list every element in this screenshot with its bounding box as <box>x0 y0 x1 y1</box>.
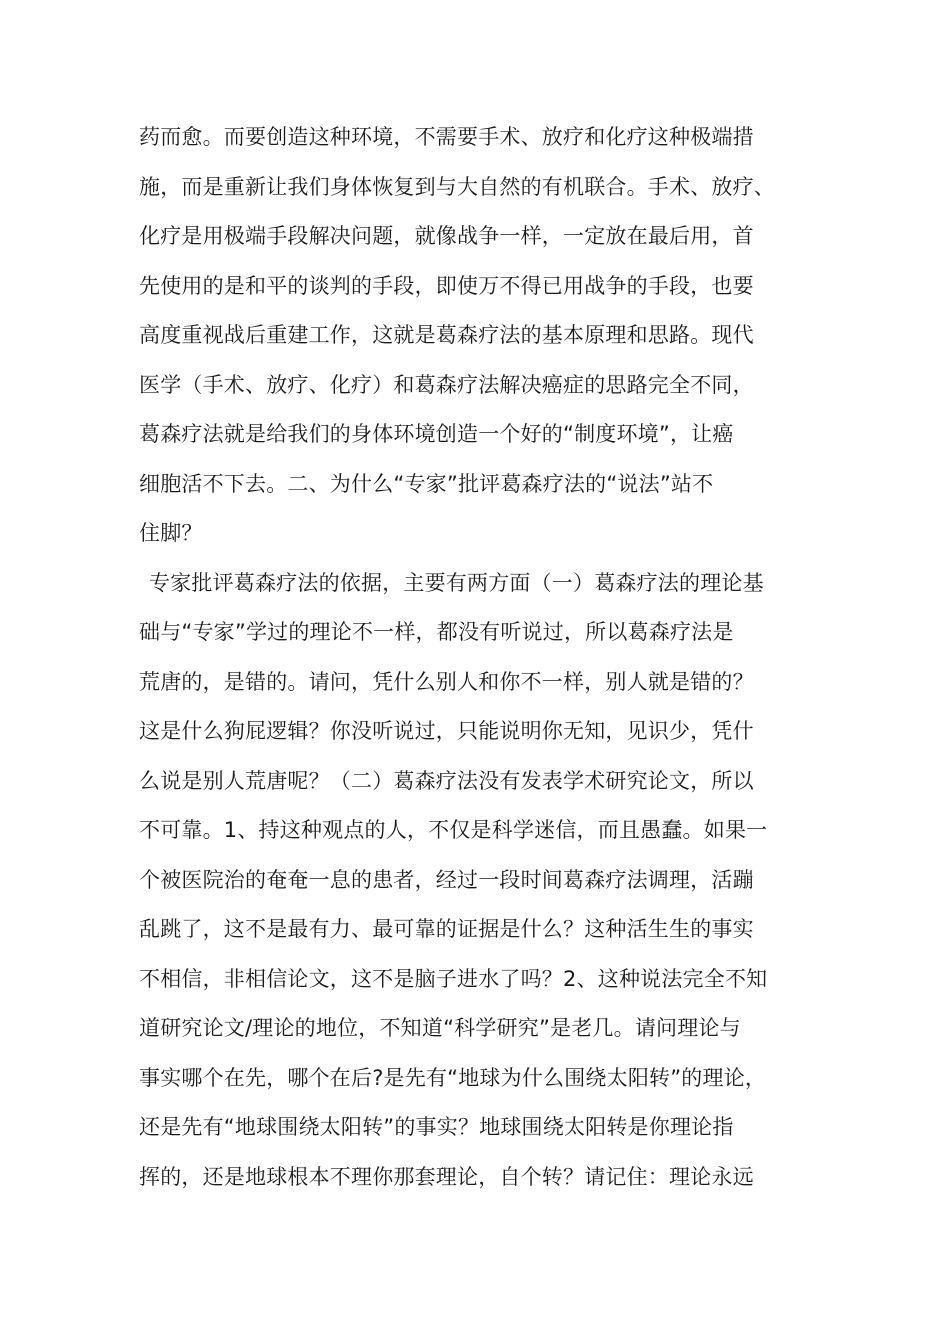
text-line: 础与“专家”学过的理论不一样，都没有听说过，所以葛森疗法是 <box>139 620 734 644</box>
text-line: 还是先有“地球围绕太阳转”的事实？地球围绕太阳转是你理论指 <box>139 1115 734 1139</box>
text-line: 这是什么狗屁逻辑？你没听说过，只能说明你无知，见识少，凭什 <box>139 719 754 743</box>
text-line: 么说是别人荒唐呢？（二）葛森疗法没有发表学术研究论文，所以 <box>139 768 754 793</box>
text-line: 化疗是用极端手段解决问题，就像战争一样，一定放在最后用，首 <box>139 224 754 248</box>
text-line: 先使用的是和平的谈判的手段，即使万不得已用战争的手段，也要 <box>139 273 754 298</box>
text-line: 医学（手术、放疗、化疗）和葛森疗法解决癌症的思路完全不同， <box>139 372 754 397</box>
text-line: 荒唐的，是错的。请问，凭什么别人和你不一样，别人就是错的？ <box>139 669 754 694</box>
body-text <box>139 113 819 1202</box>
text-line: 道研究论文/理论的地位，不知道“科学研究”是老几。请问理论与 <box>139 1016 741 1040</box>
paragraph-start-line: 专家批评葛森疗法的依据，主要有两方面（一）葛森疗法的理论基 <box>149 570 764 595</box>
text-line: 高度重视战后重建工作，这就是葛森疗法的基本原理和思路。现代 <box>139 323 754 347</box>
text-line: 事实哪个在先，哪个在后?是先有“地球为什么围绕太阳转”的理论， <box>139 1065 767 1090</box>
text-line: 施，而是重新让我们身体恢复到与大自然的有机联合。手术、放疗、 <box>139 174 775 199</box>
text-line: 住脚？ <box>139 521 203 545</box>
text-line: 葛森疗法就是给我们的身体环境创造一个好的“制度环境”，让癌 <box>139 422 734 446</box>
text-line: 不相信，非相信论文，这不是脑子进水了吗？2、这种说法完全不知 <box>139 966 768 991</box>
text-line: 不可靠。1、持这种观点的人，不仅是科学迷信，而且愚蠢。如果一 <box>139 818 768 842</box>
text-line: 药而愈。而要创造这种环境，不需要手术、放疗和化疗这种极端措 <box>139 125 754 149</box>
text-line: 个被医院治的奄奄一息的患者，经过一段时间葛森疗法调理，活蹦 <box>139 867 754 892</box>
text-line: 细胞活不下去。二、为什么“专家”批评葛森疗法的“说法”站不 <box>139 471 714 496</box>
text-line: 挥的，还是地球根本不理你那套理论，自个转？请记住：理论永远 <box>139 1164 754 1189</box>
text-line: 乱跳了，这不是最有力、最可靠的证据是什么？这种活生生的事实 <box>139 917 754 941</box>
